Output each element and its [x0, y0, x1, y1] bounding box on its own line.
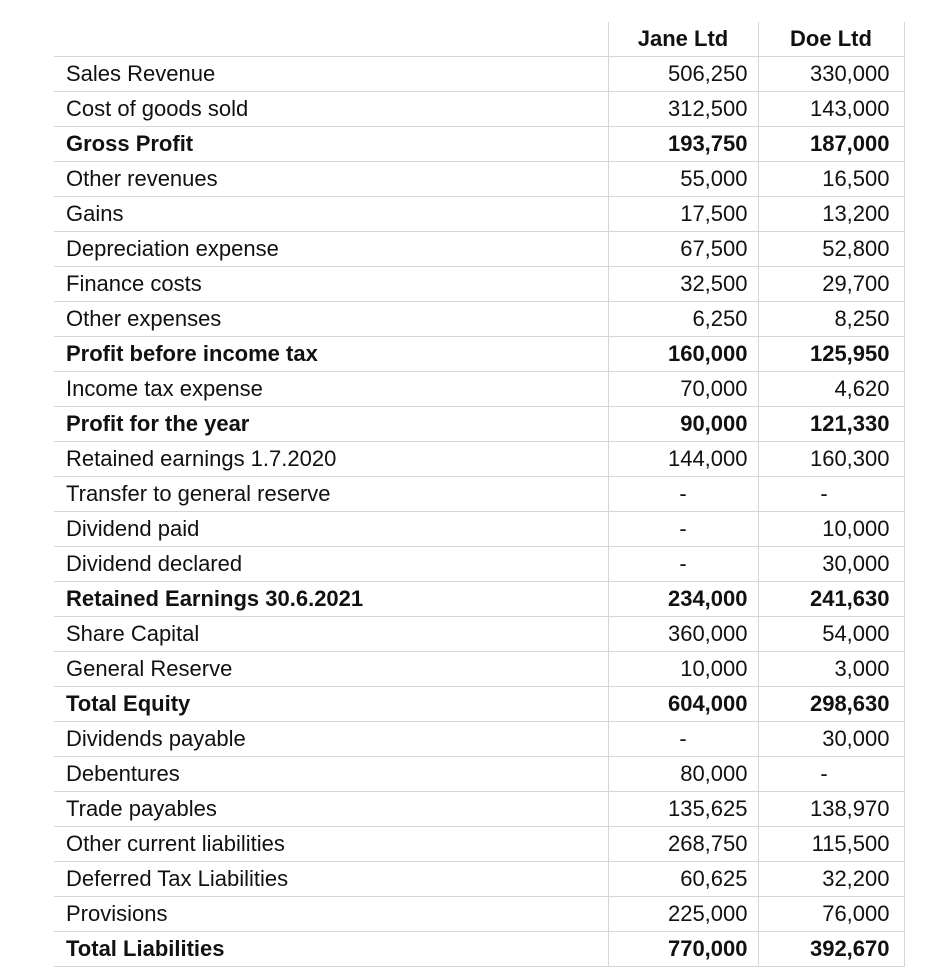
table-body — [54, 57, 904, 967]
jane-ltd-value: 32,500 — [608, 267, 758, 302]
table-row — [54, 57, 904, 92]
row-label: Depreciation expense — [54, 232, 608, 267]
row-label: General Reserve — [54, 652, 608, 687]
jane-ltd-value: 234,000 — [608, 582, 758, 617]
jane-ltd-value: 770,000 — [608, 932, 758, 967]
row-label: Provisions — [54, 897, 608, 932]
doe-ltd-value: 76,000 — [758, 897, 904, 932]
row-label: Gains — [54, 197, 608, 232]
row-label: Retained Earnings 30.6.2021 — [54, 582, 608, 617]
jane-ltd-value: 10,000 — [608, 652, 758, 687]
jane-ltd-value: 312,500 — [608, 92, 758, 127]
table-row — [54, 92, 904, 127]
doe-ltd-value: - — [758, 757, 904, 792]
financial-comparison-table — [54, 22, 905, 967]
jane-ltd-value: 604,000 — [608, 687, 758, 722]
jane-ltd-value: - — [608, 512, 758, 547]
table-row — [54, 932, 904, 967]
financial-statement-sheet — [54, 22, 904, 967]
jane-ltd-value: 506,250 — [608, 57, 758, 92]
doe-ltd-value: 32,200 — [758, 862, 904, 897]
row-label: Other revenues — [54, 162, 608, 197]
doe-ltd-value: 8,250 — [758, 302, 904, 337]
doe-ltd-value: 30,000 — [758, 547, 904, 582]
header-jane-ltd: Jane Ltd — [608, 22, 758, 57]
jane-ltd-value: 160,000 — [608, 337, 758, 372]
row-label: Total Equity — [54, 687, 608, 722]
table-row — [54, 652, 904, 687]
doe-ltd-value: 392,670 — [758, 932, 904, 967]
doe-ltd-value: - — [758, 477, 904, 512]
jane-ltd-value: 360,000 — [608, 617, 758, 652]
table-row — [54, 547, 904, 582]
table-row — [54, 722, 904, 757]
row-label: Total Liabilities — [54, 932, 608, 967]
row-label: Income tax expense — [54, 372, 608, 407]
doe-ltd-value: 121,330 — [758, 407, 904, 442]
doe-ltd-value: 10,000 — [758, 512, 904, 547]
row-label: Other current liabilities — [54, 827, 608, 862]
table-row — [54, 267, 904, 302]
table-row — [54, 862, 904, 897]
doe-ltd-value: 16,500 — [758, 162, 904, 197]
jane-ltd-value: 225,000 — [608, 897, 758, 932]
table-row — [54, 512, 904, 547]
header-doe-ltd: Doe Ltd — [758, 22, 904, 57]
table-row — [54, 197, 904, 232]
doe-ltd-value: 3,000 — [758, 652, 904, 687]
table-row — [54, 897, 904, 932]
doe-ltd-value: 30,000 — [758, 722, 904, 757]
row-label: Other expenses — [54, 302, 608, 337]
row-label: Transfer to general reserve — [54, 477, 608, 512]
row-label: Debentures — [54, 757, 608, 792]
table-row — [54, 232, 904, 267]
row-label: Dividend paid — [54, 512, 608, 547]
doe-ltd-value: 52,800 — [758, 232, 904, 267]
doe-ltd-value: 160,300 — [758, 442, 904, 477]
doe-ltd-value: 115,500 — [758, 827, 904, 862]
jane-ltd-value: 67,500 — [608, 232, 758, 267]
doe-ltd-value: 241,630 — [758, 582, 904, 617]
row-label: Retained earnings 1.7.2020 — [54, 442, 608, 477]
row-label: Deferred Tax Liabilities — [54, 862, 608, 897]
table-row — [54, 442, 904, 477]
row-label: Share Capital — [54, 617, 608, 652]
doe-ltd-value: 143,000 — [758, 92, 904, 127]
table-row — [54, 827, 904, 862]
table-row — [54, 127, 904, 162]
row-label: Profit for the year — [54, 407, 608, 442]
jane-ltd-value: 60,625 — [608, 862, 758, 897]
header-row — [54, 22, 904, 57]
jane-ltd-value: 70,000 — [608, 372, 758, 407]
table-row — [54, 407, 904, 442]
row-label: Dividend declared — [54, 547, 608, 582]
table-row — [54, 792, 904, 827]
doe-ltd-value: 125,950 — [758, 337, 904, 372]
table-row — [54, 582, 904, 617]
doe-ltd-value: 138,970 — [758, 792, 904, 827]
jane-ltd-value: 17,500 — [608, 197, 758, 232]
table-row — [54, 162, 904, 197]
doe-ltd-value: 54,000 — [758, 617, 904, 652]
doe-ltd-value: 187,000 — [758, 127, 904, 162]
jane-ltd-value: 268,750 — [608, 827, 758, 862]
table-row — [54, 372, 904, 407]
jane-ltd-value: 90,000 — [608, 407, 758, 442]
row-label: Trade payables — [54, 792, 608, 827]
doe-ltd-value: 29,700 — [758, 267, 904, 302]
row-label: Sales Revenue — [54, 57, 608, 92]
doe-ltd-value: 330,000 — [758, 57, 904, 92]
table-row — [54, 617, 904, 652]
table-row — [54, 337, 904, 372]
row-label: Gross Profit — [54, 127, 608, 162]
jane-ltd-value: 135,625 — [608, 792, 758, 827]
jane-ltd-value: 55,000 — [608, 162, 758, 197]
row-label: Profit before income tax — [54, 337, 608, 372]
row-label: Finance costs — [54, 267, 608, 302]
jane-ltd-value: - — [608, 722, 758, 757]
jane-ltd-value: 80,000 — [608, 757, 758, 792]
doe-ltd-value: 4,620 — [758, 372, 904, 407]
jane-ltd-value: - — [608, 477, 758, 512]
row-label: Dividends payable — [54, 722, 608, 757]
jane-ltd-value: 144,000 — [608, 442, 758, 477]
table-row — [54, 477, 904, 512]
jane-ltd-value: - — [608, 547, 758, 582]
row-label: Cost of goods sold — [54, 92, 608, 127]
jane-ltd-value: 193,750 — [608, 127, 758, 162]
table-row — [54, 687, 904, 722]
doe-ltd-value: 298,630 — [758, 687, 904, 722]
doe-ltd-value: 13,200 — [758, 197, 904, 232]
header-blank-cell — [54, 22, 608, 57]
table-row — [54, 302, 904, 337]
jane-ltd-value: 6,250 — [608, 302, 758, 337]
table-row — [54, 757, 904, 792]
